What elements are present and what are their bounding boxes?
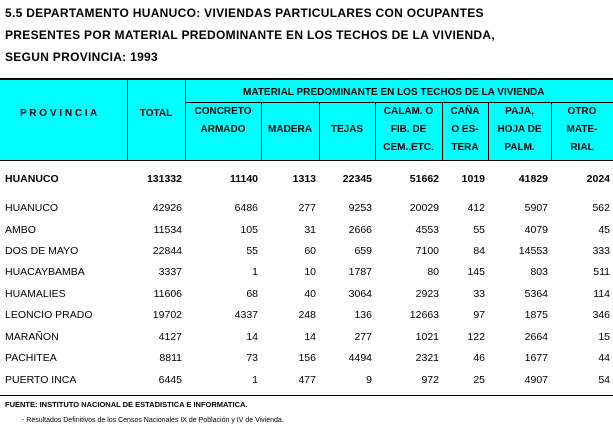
- total-value: 3337: [158, 266, 182, 278]
- header-col-5-line-1: CAÑA: [450, 106, 480, 117]
- material-value-col-7: 333: [592, 245, 610, 257]
- footnote-source: FUENTE: INSTITUTO NACIONAL DE ESTADISTICA E INFORMATICA.: [5, 400, 248, 409]
- total-value: 11606: [153, 288, 182, 300]
- header-col-4-line-1: CALAM. O: [383, 106, 434, 117]
- total-value: 131332: [146, 173, 182, 185]
- header-col-7-line-1: OTRO: [567, 106, 597, 117]
- material-value-col-5: 122: [467, 331, 485, 343]
- material-value-col-1: 1: [252, 374, 258, 386]
- material-value-col-7: 114: [593, 288, 610, 300]
- material-value-col-7: 346: [592, 309, 610, 321]
- material-value-col-4: 2321: [415, 352, 439, 364]
- header-top-rule: [0, 78, 613, 80]
- province-name: HUAMALIES: [5, 288, 66, 300]
- province-name: MARAÑON: [5, 331, 59, 343]
- material-value-col-7: 44: [598, 352, 610, 364]
- material-value-col-3: 3064: [348, 288, 372, 300]
- material-value-col-4: 2923: [415, 288, 439, 300]
- material-value-col-4: 20029: [409, 202, 439, 214]
- header-total: TOTAL: [139, 108, 173, 119]
- province-name: HUACAYBAMBA: [5, 266, 85, 278]
- material-value-col-7: 45: [598, 224, 610, 236]
- material-value-col-6: 41829: [518, 173, 548, 185]
- table-bottom-rule: [0, 395, 613, 396]
- total-value: 42926: [152, 202, 182, 214]
- material-value-col-1: 68: [246, 288, 258, 300]
- material-value-col-3: 136: [354, 309, 372, 321]
- province-name: DOS DE MAYO: [5, 245, 79, 257]
- header-col-5-line-3: TERA: [451, 142, 479, 153]
- material-value-col-6: 4079: [524, 224, 548, 236]
- header-col-6-line-2: HOJA DE: [497, 124, 542, 135]
- material-value-col-4: 12663: [409, 309, 439, 321]
- header-col-7-line-2: MATE-: [566, 124, 598, 135]
- title-line-1: 5.5 DEPARTAMENTO HUANUCO: VIVIENDAS PARTICULARES CON OCUPANTES: [5, 6, 484, 20]
- material-value-col-7: 562: [592, 202, 610, 214]
- material-value-col-5: 55: [473, 224, 485, 236]
- material-value-col-5: 97: [473, 309, 485, 321]
- material-value-col-4: 7100: [415, 245, 439, 257]
- header-col-6-line-1: PAJA,: [505, 106, 534, 117]
- header-group-title: MATERIAL PREDOMINANTE EN LOS TECHOS DE LA VIVIENDA: [243, 87, 545, 98]
- material-value-col-3: 2666: [348, 224, 372, 236]
- material-value-col-6: 803: [530, 266, 548, 278]
- material-value-col-7: 54: [598, 374, 610, 386]
- material-value-col-2: 277: [298, 202, 316, 214]
- material-value-col-3: 277: [354, 331, 372, 343]
- total-value: 4127: [158, 331, 182, 343]
- material-value-col-1: 4337: [234, 309, 258, 321]
- header-col-5-line-2: O ES-: [451, 124, 479, 135]
- header-col-1-line-2: ARMADO: [200, 124, 246, 135]
- material-value-col-2: 477: [298, 374, 316, 386]
- header-col-2-line-2: MADERA: [268, 124, 312, 135]
- material-value-col-5: 46: [473, 352, 485, 364]
- header-bottom-rule: [0, 160, 613, 161]
- material-value-col-4: 80: [427, 266, 439, 278]
- material-value-col-1: 1: [252, 266, 258, 278]
- province-name: HUANUCO: [5, 202, 59, 214]
- material-value-col-5: 33: [473, 288, 485, 300]
- footnote-note: - Resultados Definitivos de los Censos Nacionales IX de Población y IV de Vivienda.: [22, 417, 284, 424]
- material-value-col-3: 659: [354, 245, 372, 257]
- material-value-col-3: 1787: [348, 266, 372, 278]
- total-value: 6445: [158, 374, 182, 386]
- material-value-col-1: 14: [246, 331, 258, 343]
- material-value-col-6: 14553: [518, 245, 548, 257]
- material-value-col-2: 156: [298, 352, 316, 364]
- material-value-col-4: 51662: [409, 173, 439, 185]
- material-value-col-3: 9: [366, 374, 372, 386]
- material-value-col-3: 4494: [348, 352, 372, 364]
- material-value-col-3: 22345: [342, 173, 372, 185]
- total-value: 11534: [153, 224, 182, 236]
- material-value-col-2: 248: [298, 309, 316, 321]
- province-name: HUANUCO: [5, 173, 59, 185]
- material-value-col-2: 14: [304, 331, 316, 343]
- header-col-3-line-2: TEJAS: [330, 124, 364, 135]
- header-col-6-line-3: PALM.: [504, 142, 535, 153]
- material-value-col-6: 5907: [524, 202, 548, 214]
- material-value-col-6: 4907: [524, 374, 548, 386]
- material-value-col-2: 60: [304, 245, 316, 257]
- material-value-col-1: 73: [246, 352, 258, 364]
- header-col-1-line-1: CONCRETO: [194, 106, 252, 117]
- material-value-col-4: 1021: [415, 331, 439, 343]
- material-value-col-5: 1019: [461, 173, 485, 185]
- title-line-3: SEGUN PROVINCIA: 1993: [5, 50, 159, 64]
- material-value-col-6: 1677: [524, 352, 548, 364]
- material-value-col-6: 1875: [524, 309, 548, 321]
- material-value-col-1: 11140: [229, 173, 258, 185]
- total-value: 22844: [152, 245, 182, 257]
- title-line-2: PRESENTES POR MATERIAL PREDOMINANTE EN LOS TECHOS DE LA VIVIENDA,: [5, 28, 495, 42]
- material-value-col-2: 1313: [292, 173, 316, 185]
- header-col-7-line-3: RIAL: [570, 142, 594, 153]
- material-value-col-2: 31: [304, 224, 316, 236]
- material-value-col-2: 10: [304, 266, 316, 278]
- header-col-4-line-2: FIB. DE: [390, 124, 427, 135]
- total-value: 8811: [159, 352, 182, 364]
- material-value-col-6: 5364: [524, 288, 548, 300]
- material-value-col-5: 145: [467, 266, 485, 278]
- material-value-col-7: 511: [593, 266, 610, 278]
- header-provincia: P R O V I N C I A: [20, 108, 98, 119]
- material-value-col-1: 55: [246, 245, 258, 257]
- material-value-col-7: 15: [598, 331, 610, 343]
- material-value-col-7: 2024: [586, 173, 610, 185]
- total-value: 19702: [152, 309, 182, 321]
- material-value-col-5: 25: [473, 374, 485, 386]
- material-value-col-5: 84: [473, 245, 485, 257]
- material-value-col-5: 412: [467, 202, 485, 214]
- material-value-col-2: 40: [304, 288, 316, 300]
- material-value-col-1: 6486: [234, 202, 258, 214]
- material-value-col-4: 972: [421, 374, 439, 386]
- province-name: PUERTO INCA: [5, 374, 77, 386]
- material-value-col-1: 105: [240, 224, 258, 236]
- province-name: AMBO: [5, 224, 36, 236]
- province-name: LEONCIO PRADO: [5, 309, 93, 321]
- material-value-col-3: 9253: [348, 202, 372, 214]
- material-value-col-4: 4553: [415, 224, 439, 236]
- header-col-4-line-3: CEM.,ETC.: [383, 142, 434, 153]
- header-group-rule: [185, 102, 613, 103]
- header-divider: [185, 80, 186, 160]
- material-value-col-6: 2664: [524, 331, 548, 343]
- province-name: PACHITEA: [5, 352, 57, 364]
- header-divider: [127, 80, 128, 160]
